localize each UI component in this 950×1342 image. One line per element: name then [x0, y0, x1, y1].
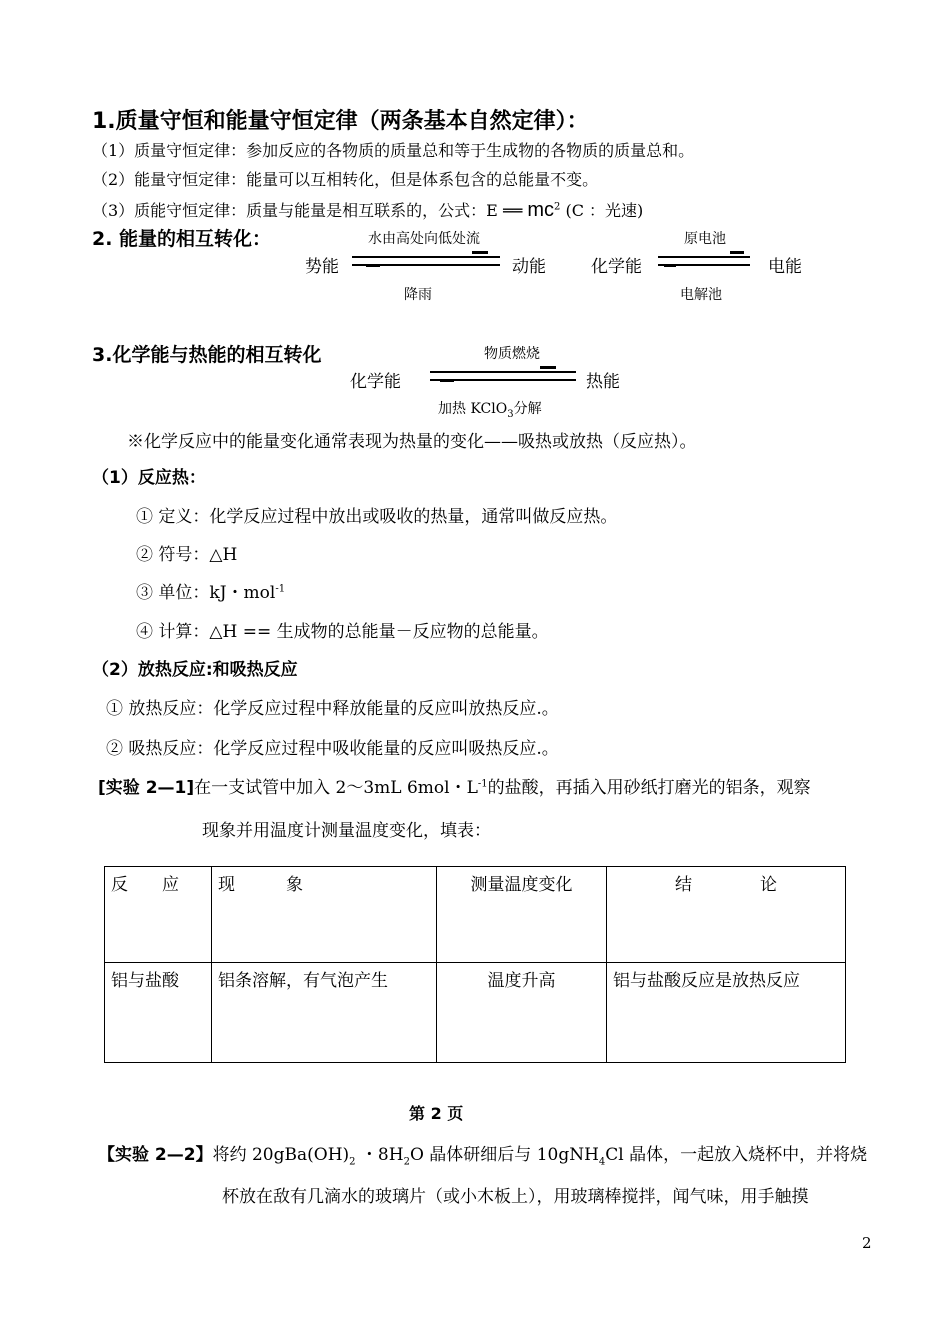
experiment-2-1-text-a: 在一支试管中加入 2～3mL 6mol・L [194, 778, 478, 798]
arrow-head-backward-3 [440, 379, 454, 382]
law-mass-energy [92, 198, 643, 222]
label-heat-kclo3 [438, 398, 542, 420]
experiment-2-2-text-d: Cl 晶体，一起放入烧杯中，并将烧 [605, 1145, 868, 1165]
label-electric-energy: 电能 [768, 257, 802, 277]
kclo3-pre: 加热 KClO [438, 401, 508, 417]
experiment-table [104, 866, 846, 1063]
label-electrolytic-cell: 电解池 [680, 287, 722, 303]
cell-temperature: 温度升高 [437, 963, 607, 1063]
law-energy: （2）能量守恒定律：能量可以互相转化，但是体系包含的总能量不变。 [92, 170, 599, 189]
reversible-arrow-top [352, 256, 500, 258]
header-phenomenon: 现 象 [212, 867, 437, 963]
label-rain: 降雨 [404, 287, 432, 303]
experiment-2-2-sub2: 2 [403, 1156, 410, 1168]
page-number: 2 [862, 1234, 872, 1252]
experiment-2-2-label: 【实验 2—2】 [98, 1145, 213, 1165]
label-potential-energy: 势能 [305, 257, 339, 277]
experiment-2-2-line1 [98, 1140, 867, 1167]
arrow-head-backward [366, 264, 380, 267]
heat-unit-exponent: -1 [275, 583, 286, 595]
law-mass-energy-prefix: （3）质能守恒定律：质量与能量是相互联系的，公式：E ══ [92, 201, 528, 220]
header-reaction: 反 应 [105, 867, 212, 963]
table-row [105, 963, 846, 1063]
experiment-2-2-text-a: 将约 20gBa(OH) [212, 1145, 350, 1165]
heat-unit-text: ③ 单位：kJ・mol [136, 583, 276, 603]
endothermic-definition: ② 吸热反应：化学反应过程中吸收能量的反应叫吸热反应.。 [106, 739, 559, 759]
cell-phenomenon: 铝条溶解，有气泡产生 [212, 963, 437, 1063]
arrow-head-forward-3 [540, 366, 556, 369]
law-mass: （1）质量守恒定律：参加反应的各物质的质量总和等于生成物的各物质的质量总和。 [92, 141, 695, 160]
heat-symbol: ② 符号：△H [136, 545, 238, 565]
label-chemical-energy-3: 化学能 [350, 372, 401, 392]
experiment-2-1-text-b: 的盐酸，再插入用砂纸打磨光的铝条，观察 [487, 778, 811, 798]
experiment-2-1-exponent: -1 [477, 778, 488, 790]
reactions-title: （2）放热反应:和吸热反应 [92, 660, 298, 680]
arrow-head-forward-2 [730, 251, 744, 254]
heat-definition: ① 定义：化学反应过程中放出或吸收的热量，通常叫做反应热。 [136, 507, 618, 527]
experiment-2-2-text-c: O 晶体研细后与 10gNH [409, 1145, 599, 1165]
heat-title: （1）反应热： [92, 468, 206, 488]
cell-conclusion: 铝与盐酸反应是放热反应 [607, 963, 846, 1063]
experiment-2-2-text-b: ・8H [355, 1145, 404, 1165]
arrow-head-forward [472, 251, 488, 254]
header-temperature: 测量温度变化 [437, 867, 607, 963]
header-conclusion: 结 论 [607, 867, 846, 963]
experiment-2-2-sub3: 4 [598, 1156, 606, 1168]
label-heat-energy: 热能 [586, 372, 620, 392]
formula-mc: mc [527, 199, 554, 221]
experiment-2-2-sub1: 2 [349, 1156, 356, 1168]
kclo3-post: 分解 [513, 401, 542, 417]
reversible-arrow-top-2 [658, 256, 750, 258]
label-galvanic-cell: 原电池 [684, 231, 726, 247]
section2-title: 2. 能量的相互转化： [92, 228, 272, 250]
label-kinetic-energy: 动能 [512, 257, 546, 277]
heat-unit [136, 578, 285, 603]
heat-calculation: ④ 计算：△H == 生成物的总能量－反应物的总能量。 [136, 622, 549, 642]
exothermic-definition: ① 放热反应：化学反应过程中释放能量的反应叫放热反应.。 [106, 699, 559, 719]
law-mass-energy-suffix: (C ：光速) [560, 201, 644, 220]
table-header-row [105, 867, 846, 963]
experiment-2-1-line1 [98, 773, 811, 798]
cell-reaction: 铝与盐酸 [105, 963, 212, 1063]
experiment-2-1-label: [实验 2—1] [98, 778, 195, 798]
experiment-2-2-line2: 杯放在敌有几滴水的玻璃片（或小木板上），用玻璃棒搅拌，闻气味，用手触摸 [222, 1187, 809, 1207]
experiment-2-1-line2: 现象并用温度计测量温度变化，填表： [202, 821, 491, 841]
formula-exponent: 2 [553, 201, 561, 213]
page-label: 第 2 页 [409, 1104, 464, 1123]
note-heat-change: ※化学反应中的能量变化通常表现为热量的变化——吸热或放热（反应热）。 [127, 432, 697, 452]
label-chemical-energy: 化学能 [591, 257, 642, 277]
reversible-arrow-top-3 [430, 371, 576, 373]
label-water-flow: 水由高处向低处流 [368, 231, 480, 247]
section3-title: 3.化学能与热能的相互转化 [92, 344, 322, 366]
kclo3-sub: 3 [507, 408, 514, 420]
label-combustion: 物质燃烧 [484, 346, 540, 362]
section1-title: 1.质量守恒和能量守恒定律（两条基本自然定律）： [92, 109, 589, 134]
arrow-head-backward-2 [664, 264, 676, 267]
